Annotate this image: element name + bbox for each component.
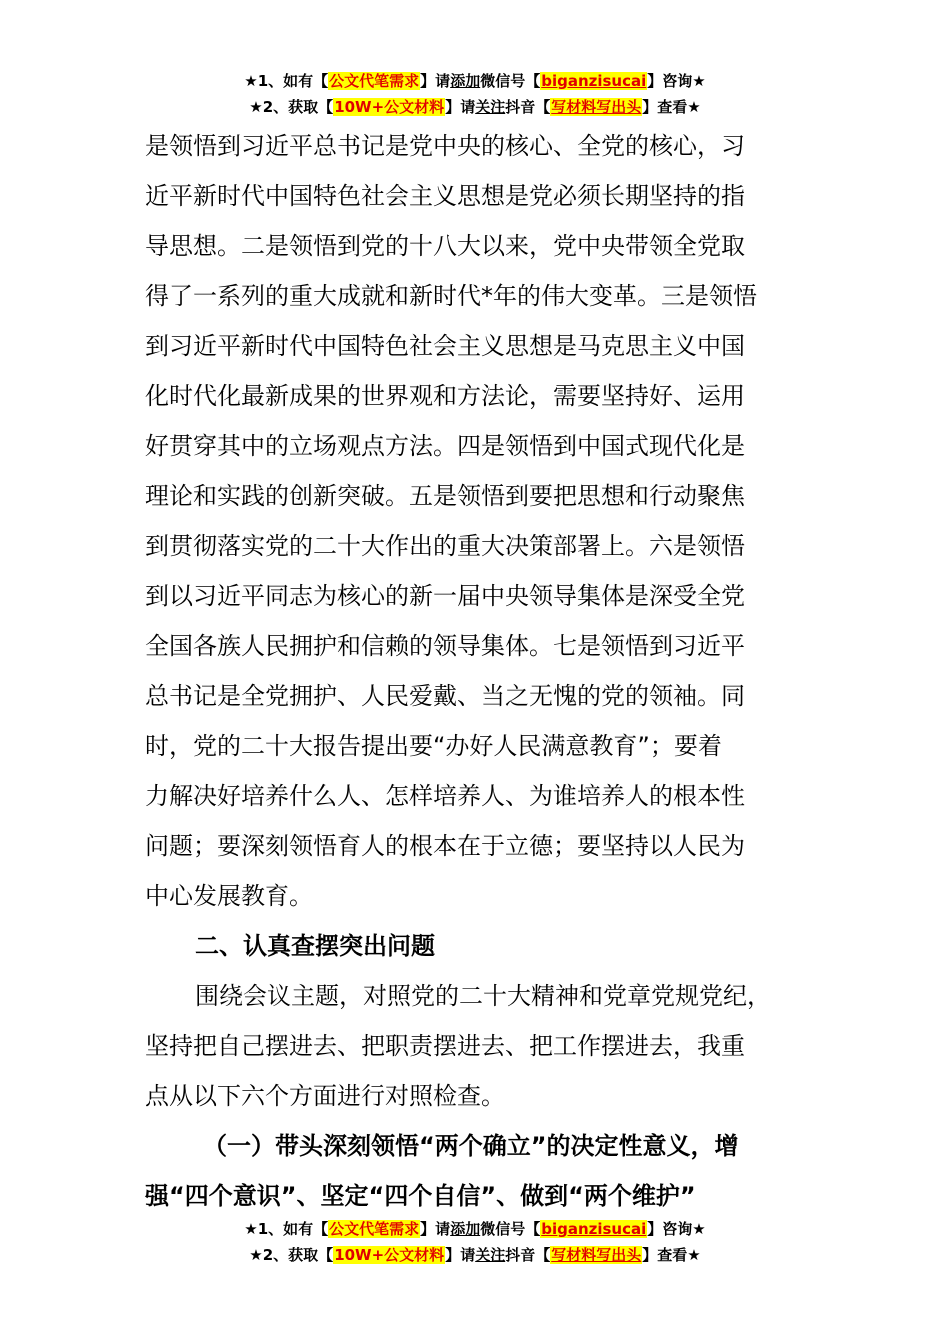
banner-text: 微信号【 bbox=[480, 72, 541, 90]
banner-highlight-wechat: biganzisucai bbox=[541, 72, 647, 90]
subsection-heading: （一）带头深刻领悟“两个确立”的决定性意义，增 bbox=[203, 1132, 739, 1160]
section-heading: 二、认真查摆突出问题 bbox=[195, 932, 435, 960]
banner-text: 抖音【 bbox=[505, 1246, 551, 1264]
body-line: 总书记是全党拥护、人民爱戴、当之无愧的党的领袖。同 bbox=[145, 682, 745, 710]
banner-text: 】请 bbox=[420, 72, 451, 90]
banner-text: ★2、获取【 bbox=[249, 1246, 334, 1264]
document-body bbox=[145, 121, 835, 1221]
banner-highlight: 公文代笔需求 bbox=[329, 72, 420, 90]
body-line: 问题；要深刻领悟育人的根本在于立德；要坚持以人民为 bbox=[145, 832, 745, 860]
banner-text: 】请 bbox=[445, 98, 476, 116]
banner-highlight: 10W+公文材料 bbox=[334, 98, 445, 116]
body-line: 中心发展教育。 bbox=[145, 882, 313, 910]
body-line: 导思想。二是领悟到党的十八大以来，党中央带领全党取 bbox=[145, 232, 745, 260]
banner-line-1 bbox=[0, 1216, 950, 1242]
banner-text: 微信号【 bbox=[480, 1220, 541, 1238]
body-line: 得了一系列的重大成就和新时代*年的伟大变革。三是领悟 bbox=[145, 282, 757, 310]
banner-highlight-douyin: 写材料写出头 bbox=[551, 1246, 642, 1264]
subsection-heading-continued: 强“四个意识”、坚定“四个自信”、做到“两个维护” bbox=[145, 1182, 696, 1210]
banner-highlight-wechat: biganzisucai bbox=[541, 1220, 647, 1238]
body-line: 坚持把自己摆进去、把职责摆进去、把工作摆进去，我重 bbox=[145, 1032, 745, 1060]
body-line: 全国各族人民拥护和信赖的领导集体。七是领悟到习近平 bbox=[145, 632, 745, 660]
banner-line-1 bbox=[0, 68, 950, 94]
body-line: 好贯穿其中的立场观点方法。四是领悟到中国式现代化是 bbox=[145, 432, 745, 460]
body-line: 到贯彻落实党的二十大作出的重大决策部署上。六是领悟 bbox=[145, 532, 745, 560]
banner-text: ★1、如有【 bbox=[244, 72, 329, 90]
header-banner bbox=[0, 68, 950, 120]
body-line: 理论和实践的创新突破。五是领悟到要把思想和行动聚焦 bbox=[145, 482, 745, 510]
banner-text: ★2、获取【 bbox=[249, 98, 334, 116]
body-line: 点从以下六个方面进行对照检查。 bbox=[145, 1082, 505, 1110]
banner-highlight: 公文代笔需求 bbox=[329, 1220, 420, 1238]
body-line: 是领悟到习近平总书记是党中央的核心、全党的核心，习 bbox=[145, 132, 745, 160]
banner-text: ★1、如有【 bbox=[244, 1220, 329, 1238]
body-line: 近平新时代中国特色社会主义思想是党必须长期坚持的指 bbox=[145, 182, 745, 210]
banner-text: 】请 bbox=[420, 1220, 451, 1238]
body-line: 化时代化最新成果的世界观和方法论，需要坚持好、运用 bbox=[145, 382, 745, 410]
banner-keyword: 添加 bbox=[450, 72, 481, 90]
banner-text: 】请 bbox=[445, 1246, 476, 1264]
body-line: 力解决好培养什么人、怎样培养人、为谁培养人的根本性 bbox=[145, 782, 745, 810]
banner-text: 】咨询★ bbox=[647, 72, 706, 90]
body-line: 到以习近平同志为核心的新一届中央领导集体是深受全党 bbox=[145, 582, 745, 610]
banner-text: 】咨询★ bbox=[647, 1220, 706, 1238]
body-line: 围绕会议主题，对照党的二十大精神和党章党规党纪， bbox=[195, 982, 771, 1010]
banner-line-2 bbox=[0, 1242, 950, 1268]
footer-banner bbox=[0, 1216, 950, 1268]
banner-keyword: 关注 bbox=[475, 1246, 506, 1264]
banner-highlight: 10W+公文材料 bbox=[334, 1246, 445, 1264]
banner-highlight-douyin: 写材料写出头 bbox=[551, 98, 642, 116]
body-line: 到习近平新时代中国特色社会主义思想是马克思主义中国 bbox=[145, 332, 745, 360]
banner-text: 抖音【 bbox=[505, 98, 551, 116]
banner-text: 】查看★ bbox=[642, 1246, 701, 1264]
banner-line-2 bbox=[0, 94, 950, 120]
banner-keyword: 添加 bbox=[450, 1220, 481, 1238]
banner-keyword: 关注 bbox=[475, 98, 506, 116]
body-line: 时，党的二十大报告提出要“办好人民满意教育”；要着 bbox=[145, 732, 722, 760]
banner-text: 】查看★ bbox=[642, 98, 701, 116]
